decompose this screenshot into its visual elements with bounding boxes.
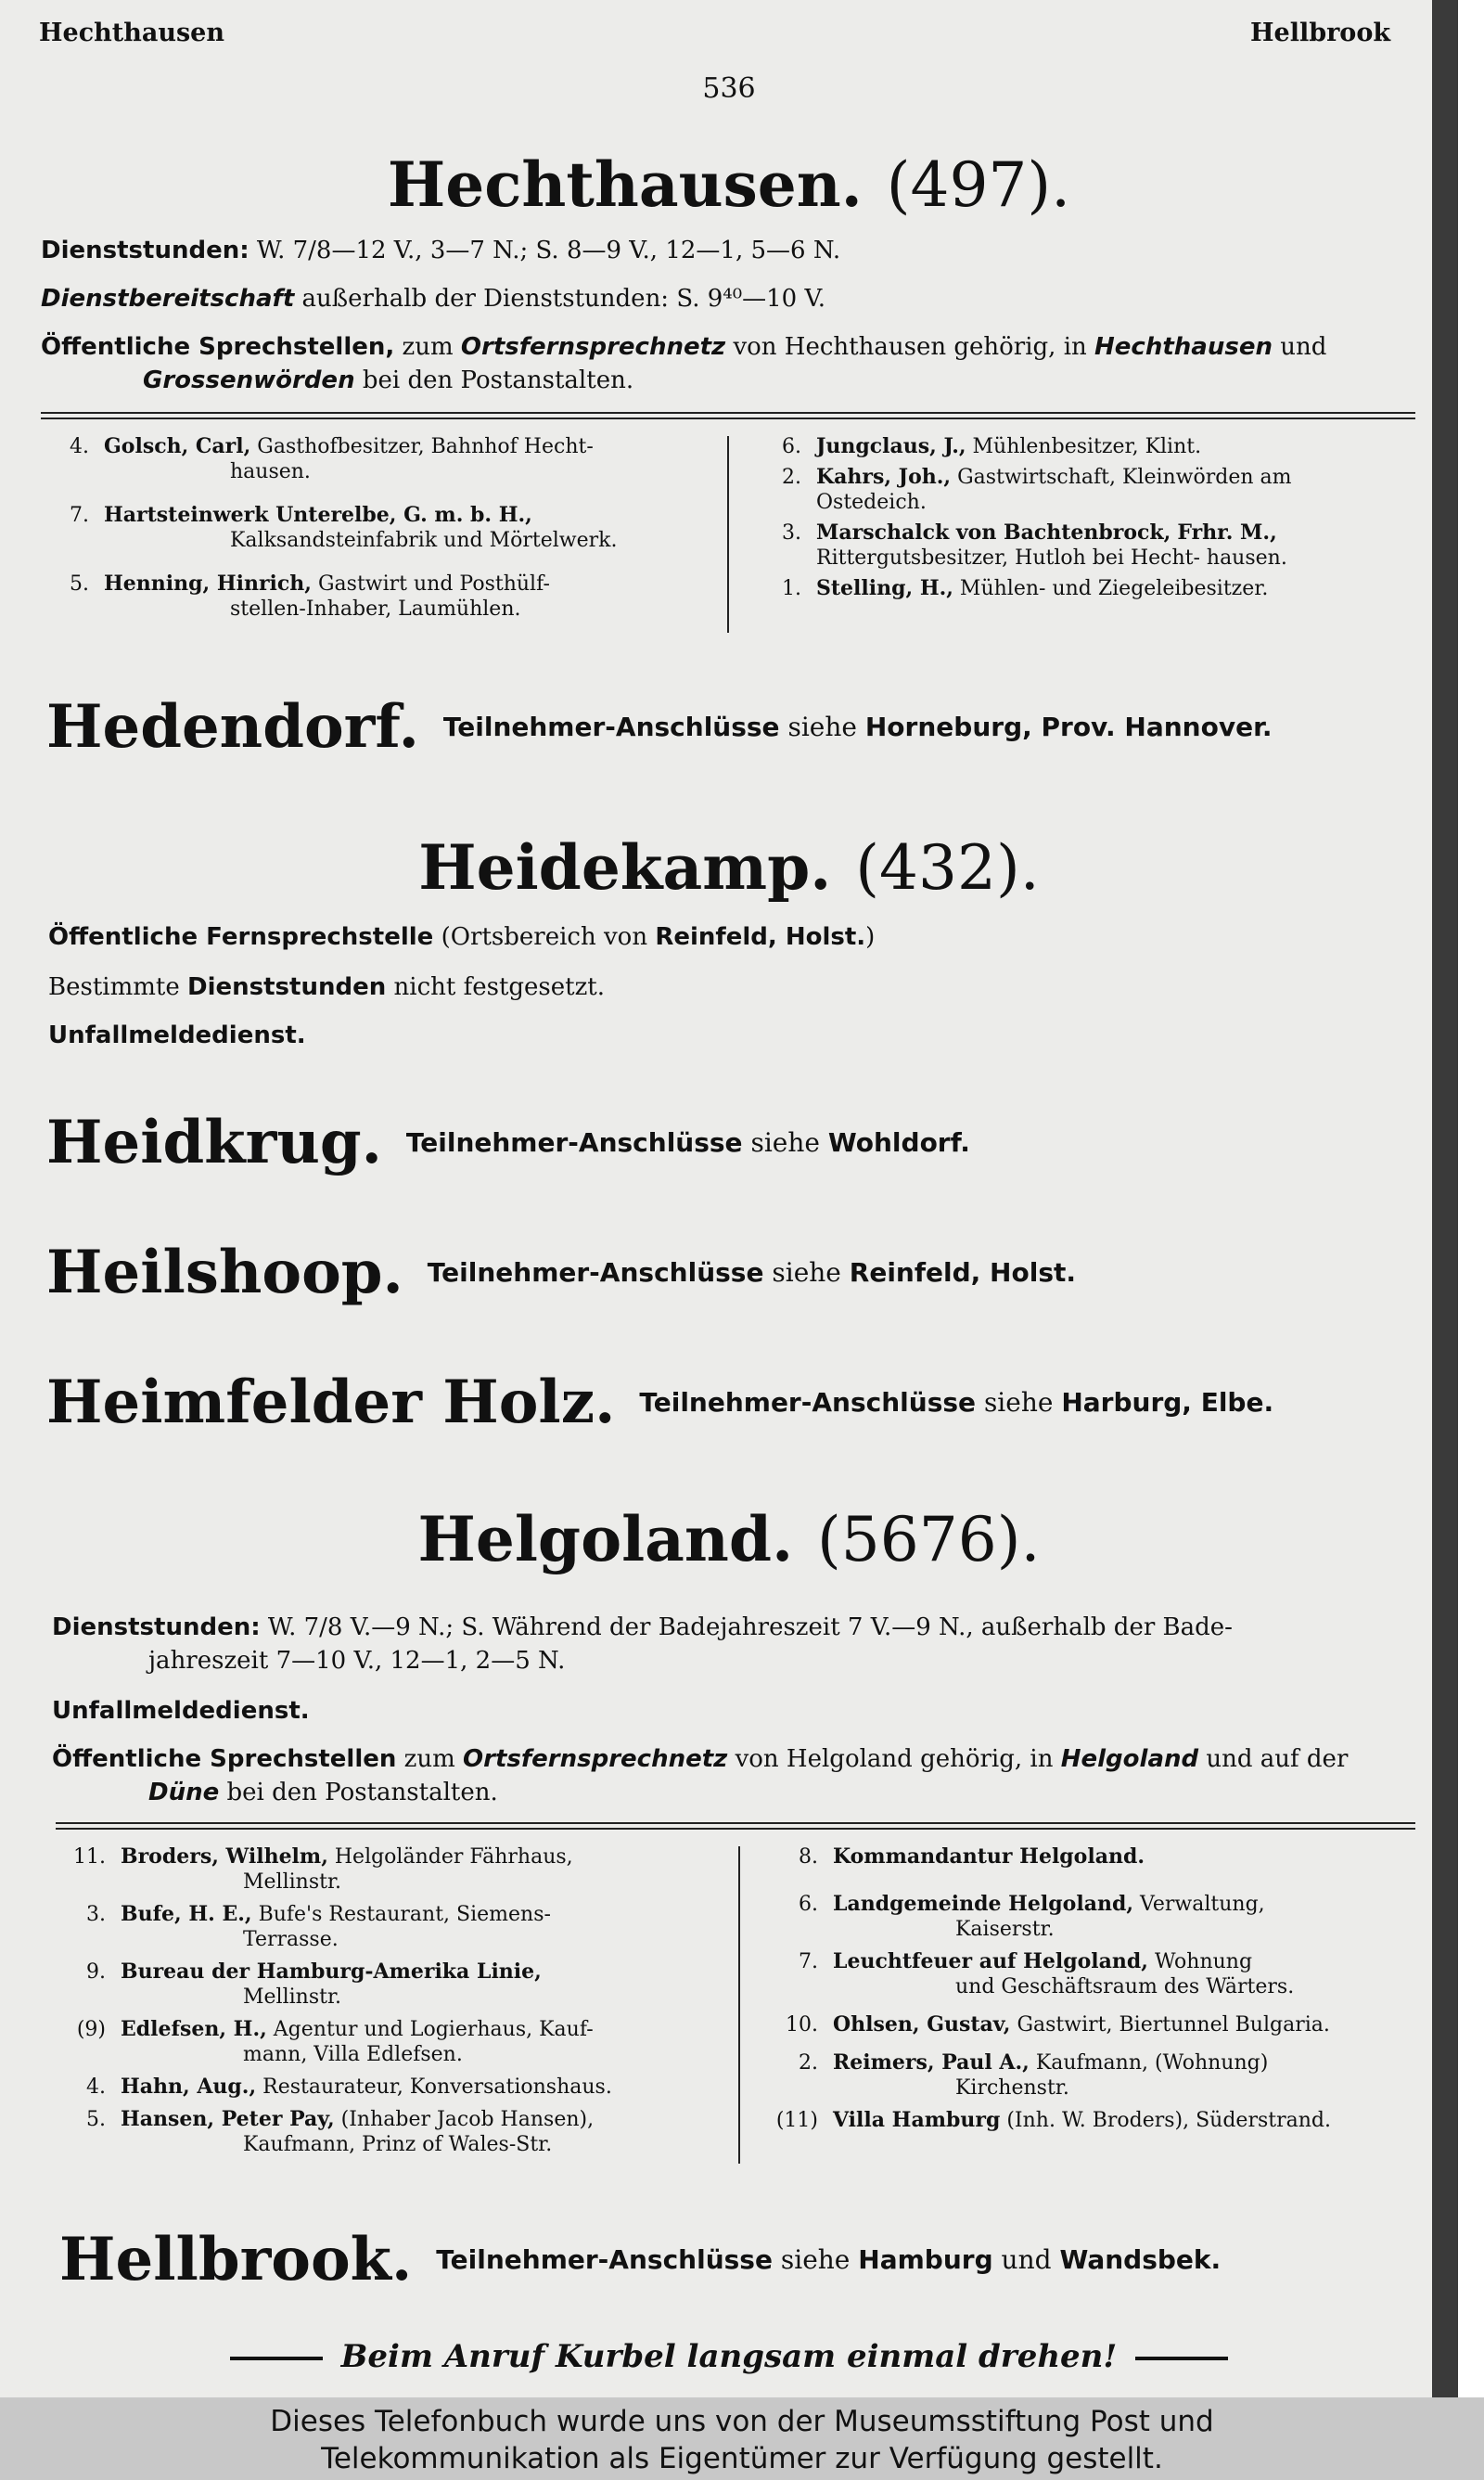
entry-number: (11) [775, 2109, 818, 2132]
list-item [41, 1960, 723, 1985]
dash-rule [1135, 2357, 1228, 2360]
column-divider [727, 436, 729, 633]
hechthausen-right-column [753, 434, 1415, 601]
subscriber-count: (5676). [817, 1504, 1041, 1575]
text: von Helgoland gehörig, in [735, 1745, 1054, 1773]
text-italic: Helgoland [1060, 1745, 1199, 1773]
footer-line: Telekommunikation als Eigentümer zur Verfügung gestellt. [321, 2442, 1163, 2475]
entry-name: Reimers, Paul A., [833, 2050, 1030, 2075]
entry-cont: Kaiserstr. [955, 1918, 1055, 1941]
entry-name: Ohlsen, Gustav, [833, 2012, 1011, 2037]
helgoland-right-column [753, 1844, 1434, 2133]
text: bei den Postanstalten. [362, 366, 634, 394]
entry-cont: stellen-Inhaber, Laumühlen. [230, 598, 521, 621]
section-title-hechthausen [0, 148, 1458, 221]
entry-desc: Gastwirt und Posthülf- [317, 572, 550, 596]
heidekamp-line1: Öffentliche Fernsprechstelle (Ortsbereich von Reinfeld, Holst.) [48, 923, 876, 951]
entry-number: 4. [70, 435, 89, 458]
double-rule [41, 412, 1415, 419]
text: W. 7/8—12 V., 3—7 N.; S. 8—9 V., 12—1, 5—6 N. [256, 237, 841, 264]
entry-name: Golsch, Carl, [104, 434, 251, 458]
page-number: 536 [702, 72, 756, 105]
entry-name: Kahrs, Joh., [816, 465, 952, 489]
text: außerhalb der Dienststunden: S. 9⁴⁰—10 V. [301, 285, 825, 313]
text: Bestimmte [48, 973, 180, 1001]
reference-heidkrug [46, 1108, 970, 1177]
entry-desc: Kaufmann, (Wohnung) [1035, 2051, 1269, 2075]
attribution-footer [0, 2397, 1484, 2480]
label: Öffentliche Sprechstellen, [41, 333, 395, 361]
entry-desc: Verwaltung, [1140, 1893, 1265, 1916]
list-item [753, 520, 1415, 546]
entry-desc: Agentur und Logierhaus, Kauf- [273, 2018, 594, 2041]
entry-number: 3. [782, 521, 801, 545]
reference-heimfelder-holz [46, 1368, 1273, 1437]
text: und [1001, 2244, 1052, 2275]
target: Reinfeld, Holst. [849, 1257, 1077, 1288]
entry-desc: Restaurateur, Konversationshaus. [262, 2075, 612, 2099]
list-item [41, 1902, 723, 1927]
text: W. 7/8 V.—9 N.; S. Während der Badejahreszeit 7 V.—9 N., außerhalb der Bade- [267, 1613, 1233, 1641]
hechthausen-dienstbereitschaft [41, 282, 1415, 315]
target: Harburg, Elbe. [1061, 1387, 1274, 1418]
entry-number: 2. [799, 2051, 818, 2075]
label: Teilnehmer-Anschlüsse [442, 712, 780, 742]
list-item [41, 2075, 723, 2100]
entry-number: 9. [86, 1960, 106, 1984]
heidekamp-unfall: Unfallmeldedienst. [48, 1022, 306, 1049]
entry-number: 4. [86, 2075, 106, 2099]
text-bold: Reinfeld, Holst. [655, 923, 866, 951]
book-spine [1432, 0, 1458, 2397]
helgoland-dienststunden [52, 1611, 1415, 1644]
label: Teilnehmer-Anschlüsse [639, 1387, 977, 1418]
entry-desc: Helgoländer Fährhaus, [334, 1845, 573, 1869]
label: Dienststunden: [52, 1613, 261, 1641]
entry-name: Bureau der Hamburg-Amerika Linie, [121, 1960, 542, 1984]
text-italic: Hechthausen [1094, 333, 1273, 361]
list-item [41, 572, 709, 597]
target: Hamburg [858, 2244, 993, 2275]
hechthausen-sprechstellen [41, 330, 1415, 364]
text: bei den Postanstalten. [226, 1779, 498, 1806]
entry-name: Broders, Wilhelm, [121, 1844, 328, 1869]
column-divider [738, 1846, 740, 2164]
entry-desc: Mühlen- und Ziegeleibesitzer. [959, 577, 1269, 600]
entry-desc: Wohnung [1154, 1950, 1253, 1973]
entry-desc: Mühlenbesitzer, Klint. [972, 435, 1202, 458]
entry-name: Edlefsen, H., [121, 2017, 267, 2041]
text: zum [402, 333, 454, 361]
text-italic: Ortsfernsprechnetz [463, 1745, 728, 1773]
entry-desc: Bufe's Restaurant, Siemens- [258, 1903, 551, 1926]
place-name: Hellbrook. [59, 2225, 413, 2294]
helgoland-unfall: Unfallmeldedienst. [52, 1697, 310, 1725]
label: Öffentliche Fernsprechstelle [48, 923, 434, 951]
list-item [753, 465, 1415, 490]
section-title-helgoland [0, 1503, 1458, 1575]
double-rule [56, 1822, 1415, 1830]
label: Dienststunden: [41, 237, 249, 264]
reference-heilshoop [46, 1238, 1076, 1307]
text-italic: Grossenwörden [143, 366, 355, 394]
entry-desc: Gasthofbesitzer, Bahnhof Hecht- [257, 435, 594, 458]
list-item [41, 2107, 723, 2132]
list-item [753, 2012, 1434, 2037]
entry-cont: Ostedeich. [816, 491, 927, 514]
text: zum [403, 1745, 455, 1773]
helgoland-sprechstellen [52, 1742, 1415, 1776]
label: Teilnehmer-Anschlüsse [427, 1257, 764, 1288]
footer-line: Dieses Telefonbuch wurde uns von der Museumsstiftung Post und [270, 2405, 1214, 2438]
text: siehe [787, 712, 857, 742]
list-item [41, 1844, 723, 1870]
target: Wandsbek. [1059, 2244, 1222, 2275]
helgoland-sprechstellen-cont [52, 1776, 1415, 1809]
entry-desc: (Inh. W. Broders), Süderstrand. [1006, 2109, 1331, 2132]
place-name: Helgoland. [417, 1503, 794, 1575]
subscriber-count: (432). [855, 832, 1040, 904]
text: nicht festgesetzt. [393, 973, 606, 1001]
text: (Ortsbereich von [441, 923, 648, 951]
entry-desc: Gastwirt, Biertunnel Bulgaria. [1017, 2013, 1330, 2037]
entry-name: Marschalck von Bachtenbrock, [816, 520, 1171, 545]
entry-name: Kommandantur Helgoland. [833, 1844, 1145, 1869]
entry-name: Hansen, Peter Pay, [121, 2107, 335, 2131]
entry-number: 3. [86, 1903, 106, 1926]
entry-name: Leuchtfeuer auf Helgoland, [833, 1949, 1148, 1973]
entry-number: 6. [782, 435, 801, 458]
text: siehe [983, 1387, 1054, 1418]
entry-cont: mann, Villa Edlefsen. [243, 2043, 463, 2066]
hechthausen-sprechstellen-cont [41, 364, 1415, 397]
place-name: Heilshoop. [46, 1238, 403, 1307]
text-italic: Ortsfernsprechnetz [460, 333, 726, 361]
list-item [753, 434, 1415, 459]
list-item [41, 434, 709, 459]
entry-cont: Mellinstr. [243, 1870, 342, 1894]
entry-cont: Kaufmann, Prinz of Wales-Str. [243, 2133, 553, 2156]
entry-cont: und Geschäftsraum des Wärters. [955, 1975, 1295, 1998]
list-item [753, 2050, 1434, 2075]
place-name: Heimfelder Holz. [46, 1368, 616, 1437]
entry-number: (9) [76, 2018, 106, 2041]
entry-cont: Mellinstr. [243, 1985, 342, 2009]
label: Teilnehmer-Anschlüsse [405, 1127, 743, 1158]
running-head-left: Hechthausen [39, 19, 224, 47]
list-item [753, 576, 1415, 601]
entry-number: 8. [799, 1845, 818, 1869]
place-name: Heidekamp. [418, 831, 832, 904]
label: Öffentliche Sprechstellen [52, 1745, 397, 1773]
entry-number: 6. [799, 1893, 818, 1916]
list-item [753, 2108, 1434, 2133]
entry-number: 2. [782, 466, 801, 489]
entry-cont: Kirchenstr. [955, 2076, 1069, 2100]
text-italic: Düne [148, 1779, 220, 1806]
helgoland-dienststunden-cont: jahreszeit 7—10 V., 12—1, 2—5 N. [148, 1647, 566, 1675]
helgoland-left-column [41, 1844, 723, 2157]
entry-name: Landgemeinde Helgoland, [833, 1892, 1133, 1916]
dash-rule [230, 2357, 323, 2360]
list-item [41, 2017, 723, 2042]
text: siehe [772, 1257, 841, 1288]
subscriber-count: (497). [886, 149, 1071, 221]
entry-number: 1. [782, 577, 801, 600]
entry-name: Jungclaus, J., [816, 434, 966, 458]
text: und auf der [1206, 1745, 1349, 1773]
entry-number: 7. [799, 1950, 818, 1973]
target: Wohldorf. [827, 1127, 970, 1158]
text: von Hechthausen gehörig, in [733, 333, 1087, 361]
target: Horneburg, Prov. Hannover. [864, 712, 1273, 742]
list-item [41, 503, 709, 528]
entry-name: Bufe, H. E., [121, 1902, 252, 1926]
text: siehe [750, 1127, 820, 1158]
hechthausen-left-column [41, 434, 709, 622]
entry-number: 5. [70, 572, 89, 596]
section-title-heidekamp [0, 831, 1458, 904]
reference-hedendorf [46, 692, 1273, 762]
slogan [0, 2338, 1458, 2375]
hechthausen-dienststunden [41, 234, 1415, 267]
entry-number: 11. [73, 1845, 106, 1869]
heidekamp-line2 [48, 970, 1415, 1004]
entry-number: 10. [786, 2013, 818, 2037]
entry-name: Villa Hamburg [833, 2108, 1001, 2132]
running-head-right: Hellbrook [1250, 19, 1391, 47]
entry-name: Henning, Hinrich, [104, 572, 312, 596]
entry-number: 7. [70, 504, 89, 527]
list-item [753, 1892, 1434, 1917]
text: siehe [780, 2244, 851, 2275]
entry-desc: Frhr. M., [1177, 520, 1277, 545]
list-item [753, 1844, 1434, 1870]
label: Teilnehmer-Anschlüsse [436, 2244, 773, 2275]
place-name: Hedendorf. [46, 692, 419, 762]
label: Dienstbereitschaft [41, 285, 295, 313]
entry-cont: Rittergutsbesitzer, Hutloh bei Hecht- hausen. [816, 546, 1287, 570]
text-bold: Dienststunden [187, 973, 387, 1001]
entry-name: Hartsteinwerk Unterelbe, G. m. b. H., [104, 503, 532, 527]
place-name: Heidkrug. [46, 1108, 382, 1177]
list-item [753, 1949, 1434, 1974]
place-name: Hechthausen. [387, 148, 863, 221]
entry-desc: Gastwirtschaft, Kleinwörden am [957, 466, 1292, 489]
entry-name: Hahn, Aug., [121, 2075, 257, 2099]
slogan-text: Beim Anruf Kurbel langsam einmal drehen! [340, 2338, 1118, 2375]
entry-cont: Kalksandsteinfabrik und Mörtelwerk. [230, 529, 618, 552]
entry-desc: (Inhaber Jacob Hansen), [340, 2108, 595, 2131]
entry-cont: Terrasse. [243, 1928, 339, 1951]
reference-hellbrook [59, 2225, 1221, 2294]
entry-number: 5. [86, 2108, 106, 2131]
entry-name: Stelling, H., [816, 576, 953, 600]
text: und [1280, 333, 1327, 361]
entry-cont: hausen. [230, 460, 311, 483]
